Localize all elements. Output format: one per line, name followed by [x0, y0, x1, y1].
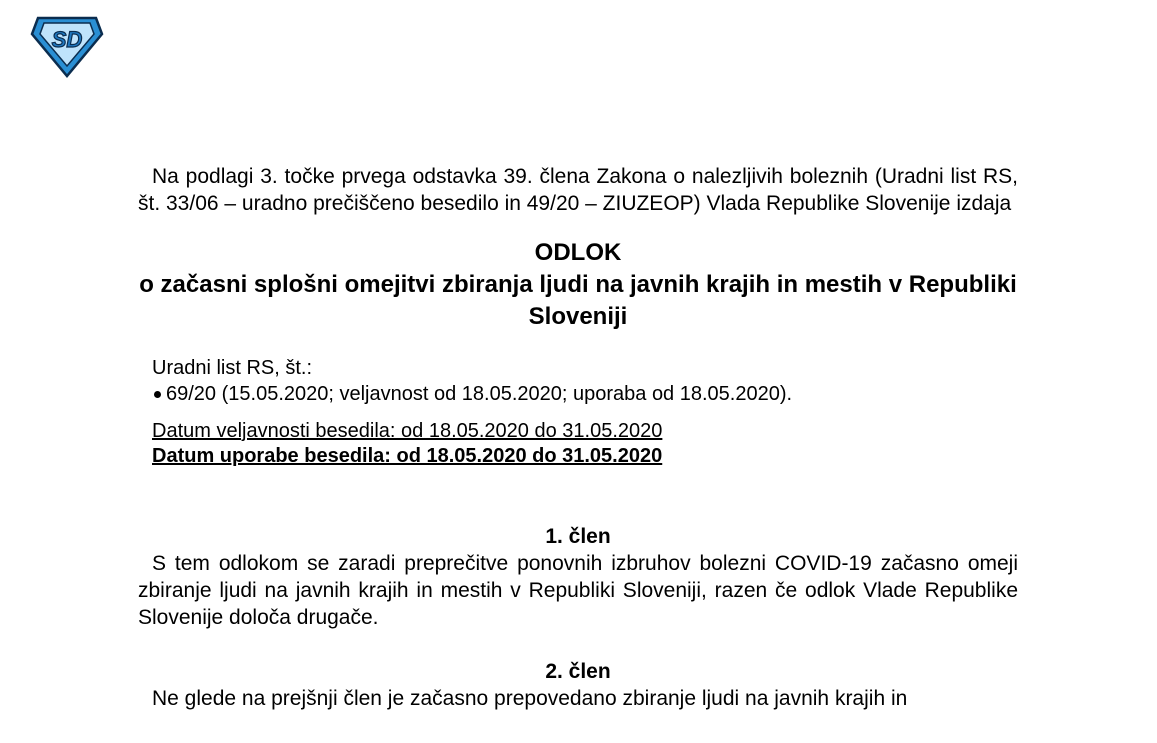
application-date: Datum uporabe besedila: od 18.05.2020 do 31.05.2020 [152, 445, 663, 467]
logo-text: SD [51, 27, 83, 52]
intro-paragraph: Na podlagi 3. točke prvega odstavka 39. člena Zakona o nalezljivih boleznih (Uradni list RS, št. 33/06 – uradno prečiščeno besedilo in 49/20 – ZIUZEOP) Vlada Republike Slovenije izdaja [138, 165, 1018, 215]
gazette-item-text: 69/20 (15.05.2020; veljavnost od 18.05.2020; uporaba od 18.05.2020). [166, 383, 793, 405]
title-line-1: ODLOK [534, 239, 622, 266]
document-body [138, 163, 1018, 712]
validity-dates [138, 419, 1018, 469]
bullet-icon [154, 391, 161, 398]
validity-date: Datum veljavnosti besedila: od 18.05.2020 do 31.05.2020 [152, 420, 663, 442]
title-line-2: o začasni splošni omejitvi zbiranja ljudi na javnih krajih in mestih v Republiki Sloveniji [139, 271, 1017, 330]
logo-icon [30, 14, 104, 78]
gazette-label: Uradni list RS, št.: [152, 357, 313, 379]
article-1-heading: 1. člen [545, 525, 611, 548]
document-title [138, 237, 1018, 333]
gazette-item [152, 381, 1018, 407]
gazette-info [138, 355, 1018, 407]
article-2-heading: 2. člen [545, 660, 611, 683]
article-2-text: Ne glede na prejšnji člen je začasno prepovedano zbiranje ljudi na javnih krajih in [152, 687, 908, 710]
article-1-text: S tem odlokom se zaradi preprečitve ponovnih izbruhov bolezni COVID-19 začasno omeji zbiranje ljudi na javnih krajih in mestih v Republiki Sloveniji, razen če odlok Vlade Republike Slovenije določa drugače. [138, 552, 1018, 629]
